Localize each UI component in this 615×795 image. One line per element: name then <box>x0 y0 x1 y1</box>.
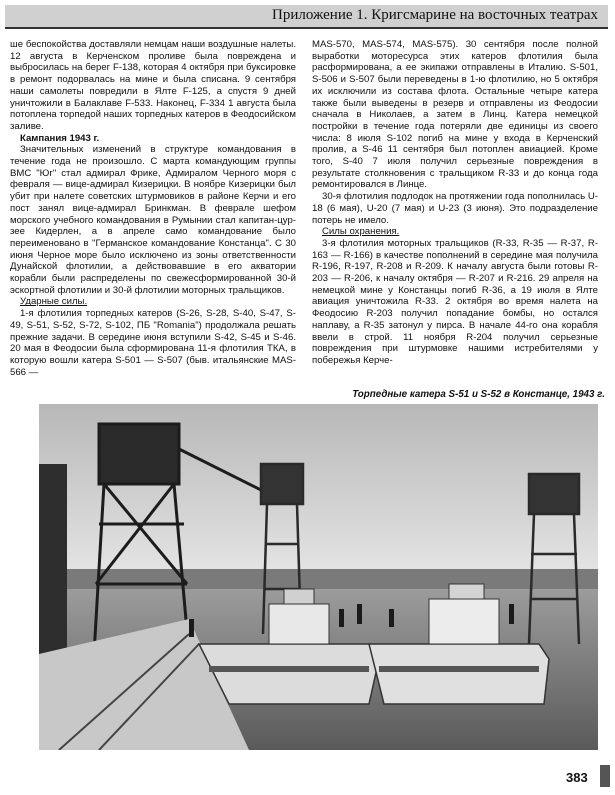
intro-paragraph: ше беспокойства доставляли немцам наши воздушные налеты. 12 августа в Керченском проливе была повреждена и выбросилась на берег F-138, которая 4 октября при буксировке в ремонт подорвалась на мине и была списана. 9 сентября наши самолеты повредили в Ялте F-125, а спустя 9 дней уничтожили в Балаклаве F-533. Наконец, F-334 1 августа была потоплена торпедой наших торпедных катеров в Феодосийском заливе. <box>10 39 296 132</box>
page-number-bar <box>600 765 610 787</box>
strike-forces-paragraph: 1-я флотилия торпедных катеров (S-26, S-28, S-40, S-47, S-49, S-51, S-52, S-72, S-102, ПБ "Romania") продолжала решать прежние задачи. В середине июня вступили S-42, S-45 и S-46. 20 мая в Феодосии была сформирована 11-я флотилия ТКА, в которую вошли катера S-501 — S-507 (быв. итальянские MAS-566 — <box>10 308 296 378</box>
running-header <box>5 5 608 29</box>
protection-forces-subhead: Силы охранения. <box>322 226 400 238</box>
header-title: Приложение 1. Кригсмарине на восточных театрах <box>272 7 598 23</box>
strike-forces-subhead: Ударные силы. <box>20 296 88 308</box>
submarine-paragraph: 30-я флотилия подлодок на протяжении года пополнилась U-18 (6 мая), U-20 (7 мая) и U-23 (3 июня). Это подразделение потерь не имело. <box>312 191 598 226</box>
protection-forces-paragraph: 3-я флотилия моторных тральщиков (R-33, R-35 — R-37, R-163 — R-166) в качестве пополнений в середине мая получила R-196, R-197, R-208 и R-209. К началу августа были готовы R-203 — R-206, к началу октября — R-207 и R-216. 29 апреля на немецкой мине у Констанцы погиб R-36, а 19 июля в Ялте авиация уничтожила R-33. 2 октября во время налета на Феодосию R-203 получил попадание бомбы, но остался наплаву, а R-35 затонул у пирса. В начале 44-го она корабля ввели в строй. 11 ноября R-204 получил серьезные повреждения при штурмовке нашими истребителями у побережья Керче- <box>312 237 598 366</box>
page-number: 383 <box>566 770 588 785</box>
right-column <box>312 39 598 367</box>
campaign-paragraph: Значительных изменений в структуре командования в течение года не произошло. С марта командующим группы ВМС "Юг" стал адмирал Фрике, Адмиралом Черного моря с февраля — вице-адмирал Кизерицки. В ноябре Кизерицки был убит при налете советских штурмовиков в районе Керчи и его пост занял вице-адмирал Бринкман. В феврале шефом морского учебного командования в Румынии стал капитан-цур-зее Кидерлен, а в апреле само командование было переименовано в "Германское командование Констанца". С 30 июня Черное море было исключено из зоны ответственности Дунайской флотилии, а действовавшие в его акватории корабли были распределены по свежесформированной 30-й эскортной флотилии и 30-й флотилии моторных тральщиков. <box>10 144 296 296</box>
section-heading: Кампания 1943 г. <box>20 132 100 144</box>
harbor-photo <box>39 404 598 750</box>
left-column <box>10 39 296 378</box>
continuation-paragraph: MAS-570, MAS-574, MAS-575). 30 сентября после полной выработки моторесурса этих катеров флотилия была расформирована, а ее экипажи отправлены в Италию. S-501, S-506 и S-507 были переведены в 1-ю флотилию, но 5 октября их исключили из состава флота. Остальные четыре катера также были выведены в резерв и отправлены из Феодосии сначала в Николаев, а затем в Линц. Катера немецкой постройки в течение года потеряли две единицы из своего числа: 8 июля S-102 погиб на мине у входа в Керченский пролив, а S-46 11 сентября был потоплен авиацией. Кроме того, S-40 7 июля получил серьезные повреждения в результате столкновения с тральщиком R-33 и до конца года ремонтировался в Линце. <box>312 39 598 191</box>
photo-caption: Торпедные катера S-51 и S-52 в Констанце, 1943 г. <box>352 389 605 400</box>
